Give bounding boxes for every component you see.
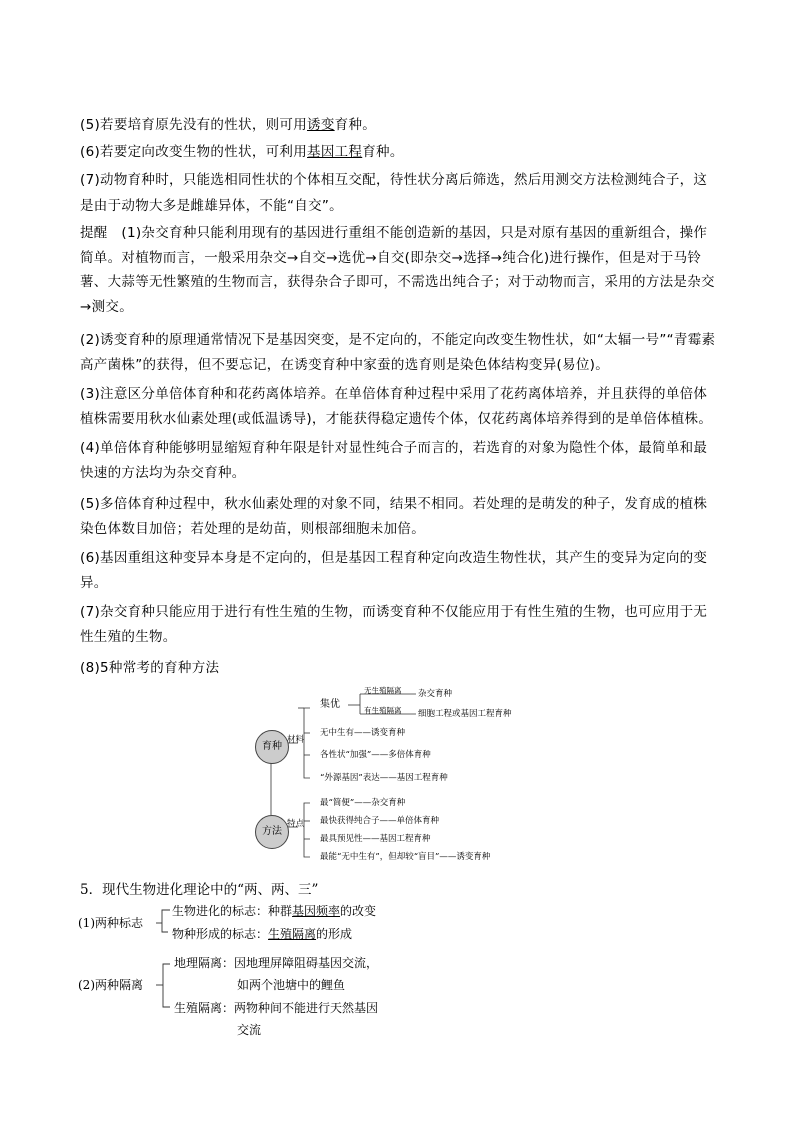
tip-7: (7)动物育种时，只能选相同性状的个体相互交配，待性状分离后筛选，然后用测交方法检测纯合子，这是由于动物大多是雌雄异体，不能“自交”。	[80, 172, 708, 214]
root-circle-breeding: 育种	[255, 730, 289, 764]
tip-5-underline: 诱变	[307, 117, 335, 133]
reminder-5: (5)多倍体育种过程中，秋水仙素处理的对象不同，结果不相同。若处理的是萌发的种子，发育成的植株染色体数目加倍；若处理的是幼苗，则根部细胞未加倍。	[80, 496, 708, 537]
material-jiyou: 集优	[320, 699, 340, 710]
rep-isolation-2: 交流	[237, 1023, 262, 1037]
sign-1	[172, 903, 376, 919]
feature-4: 最能“无中生有”，但却较“盲目”——诱变育种	[320, 852, 491, 862]
root-circle-method: 方法	[255, 815, 289, 849]
material-2: 无中生有——诱变育种	[320, 728, 406, 738]
feature-3: 最具预见性——基因工程育种	[320, 834, 431, 844]
label-no-isolation: 无生殖隔离	[364, 686, 402, 695]
reminder-6: (6)基因重组这种变异本身是不定向的，但是基因工程育种定向改造生物性状，其产生的变异为定向的变异。	[80, 550, 708, 591]
rep-isolation: 生殖隔离：两物种间不能进行天然基因	[174, 1001, 379, 1015]
material-4: “外源基因”表达——基因工程育种	[320, 773, 448, 783]
tip-5-end: 育种。	[334, 117, 377, 133]
sign-1-end: 的改变	[340, 904, 377, 918]
geo-isolation-2: 如两个池塘中的鲤鱼	[237, 978, 346, 992]
cross-breeding: 杂交育种	[418, 689, 453, 699]
label-has-isolation: 有生殖隔离	[364, 706, 402, 715]
feature-2: 最快获得纯合子——单倍体育种	[320, 816, 440, 826]
reminder-1: 提醒 (1)杂交育种只能利用现有的基因进行重组不能创造新的基因，只是对原有基因的重新组合，操作简单。对植物而言，一般采用杂交→自交→选优→自交(即杂交→选择→纯合化)进行操作，但是对于马铃薯、大蒜等无性繁殖的生物而言，获得杂合子即可，不需选出纯合子；对于动物而言，采用的方法是杂交→测交。	[80, 225, 715, 315]
sign-2-end: 的形成	[316, 927, 353, 941]
reminder-2: (2)诱变育种的原理通常情况下是基因突变，是不定向的，不能定向改变生物性状，如“太辐一号”“青霉素高产菌株”的获得，但不要忘记，在诱变育种中家蚕的选育则是染色体结构变异(易位)。	[80, 332, 716, 373]
reminder-4: (4)单倍体育种能够明显缩短育种年限是针对显性纯合子而言的，若选育的对象为隐性个体，最简单和最快速的方法均为杂交育种。	[80, 440, 708, 481]
branch-material: 材料	[287, 735, 305, 745]
tip-6-underline: 基因工程	[307, 144, 363, 160]
geo-isolation: 地理隔离：因地理屏障阻碍基因交流，	[174, 956, 379, 970]
tip-6-end: 育种。	[362, 144, 404, 160]
sign-2	[172, 926, 352, 942]
tip-6-text: (6)若要定向改变生物的性状，可利用	[80, 144, 308, 160]
two-signs-label: (1)两种标志	[78, 916, 143, 930]
cell-gene-breeding: 细胞工程或基因工程育种	[418, 709, 512, 719]
branch-feature: 特点	[287, 819, 305, 829]
reminder-7: (7)杂交育种只能应用于进行有性生殖的生物，而诱变育种不仅能应用于有性生殖的生物，也可应用于无性生殖的生物。	[80, 604, 708, 645]
tip-5-text: (5)若要培育原先没有的性状，则可用	[80, 117, 308, 133]
material-3: 各性状“加强”——多倍体育种	[320, 750, 431, 760]
feature-1: 最“简便”——杂交育种	[320, 798, 406, 808]
sign-1-text: 生物进化的标志：种群	[172, 904, 293, 918]
sign-2-text: 物种形成的标志：	[172, 927, 269, 941]
sign-2-underline: 生殖隔离	[268, 927, 317, 941]
reminder-8: (8)5种常考的育种方法	[80, 660, 220, 676]
sign-1-underline: 基因频率	[292, 904, 341, 918]
two-isolations-label: (2)两种隔离	[78, 978, 143, 992]
section-5-title: 5．现代生物进化理论中的“两、两、三”	[80, 882, 319, 898]
reminder-3: (3)注意区分单倍体育种和花药离体培养。在单倍体育种过程中采用了花药离体培养，并且获得的单倍体植株需要用秋水仙素处理(或低温诱导)，才能获得稳定遗传个体，仅花药离体培养得到的是单倍体植株。	[80, 386, 713, 427]
